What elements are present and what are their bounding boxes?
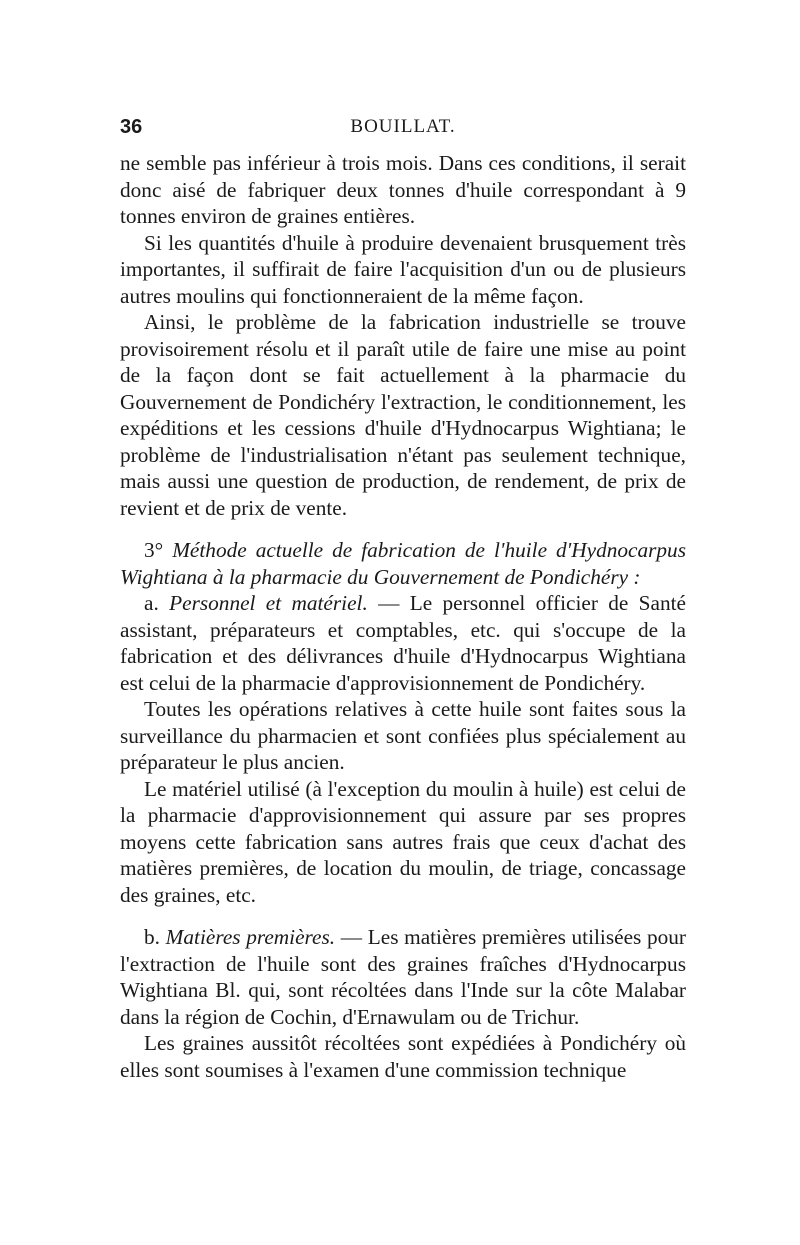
paragraph-a <box>120 590 686 696</box>
subsection-a-label: a. <box>144 591 159 615</box>
paragraph-2: Si les quantités d'huile à produire devenaient brusquement très importantes, il suffirait de faire l'acquisition d'un ou de plusieurs autres moulins qui fonctionneraient de la même façon. <box>120 230 686 308</box>
subsection-a-text: — Le personnel officier de Santé assistant, préparateurs et comptables, etc. qui s'occupe de la fabrication et des délivrances d'huile d'Hydnocarpus Wightiana est celui de la pharmacie d'approvisionnement de Pondichéry. <box>120 591 686 695</box>
subsection-b-text: — Les matières premières utilisées pour l'extraction de l'huile sont des graines fraîches d'Hydnocarpus Wightiana Bl. qui, sont récoltées dans l'Inde sur la côte Malabar dans la région de Cochin, d'Ernawulam ou de Trichur. <box>120 925 687 1029</box>
paragraph-3: Ainsi, le problème de la fabrication industrielle se trouve provisoirement résolu et il paraît utile de faire une mise au point de la façon dont se fait actuellement à la pharmacie du Gouvernement de Pondichéry l'extraction, le conditionnement, les expéditions et les cessions d'huile d'Hydnocarpus Wightiana; le problème de l'industrialisation n'étant pas seulement technique, mais aussi une question de production, de rendement, de prix de revient et de prix de vente. <box>120 310 686 520</box>
running-head: BOUILLAT. <box>350 116 456 137</box>
subsection-b-heading: Matières premières. <box>165 925 336 949</box>
paragraph-6: Le matériel utilisé (à l'exception du moulin à huile) est celui de la pharmacie d'approvisionnement qui assure par ses propres moyens cette fabrication sans autres frais que ceux d'achat des matières premières, de location du moulin, de triage, concassage des graines, etc. <box>120 776 686 907</box>
section-heading <box>120 537 686 590</box>
page-body <box>120 150 686 1083</box>
page-number: 36 <box>120 116 143 138</box>
subsection-b-label: b. <box>144 925 160 949</box>
paragraph-5: Toutes les opérations relatives à cette huile sont faites sous la surveillance du pharmacien et sont confiées plus spécialement au préparateur le plus ancien. <box>120 697 686 774</box>
paragraph-8: Les graines aussitôt récoltées sont expédiées à Pondichéry où elles sont soumises à l'examen d'une commission technique <box>120 1031 686 1082</box>
paragraph-1: ne semble pas inférieur à trois mois. Dans ces conditions, il serait donc aisé de fabriquer deux tonnes d'huile correspondant à 9 tonnes environ de graines entières. <box>120 151 686 228</box>
subsection-a-heading: Personnel et matériel. <box>169 591 368 615</box>
paragraph-b <box>120 924 686 1030</box>
section-title: Méthode actuelle de fabrication de l'huile d'Hydnocarpus Wightiana à la pharmacie du Gouvernement de Pondichéry : <box>120 538 686 589</box>
page-header <box>120 116 686 146</box>
section-number: 3° <box>144 538 164 562</box>
